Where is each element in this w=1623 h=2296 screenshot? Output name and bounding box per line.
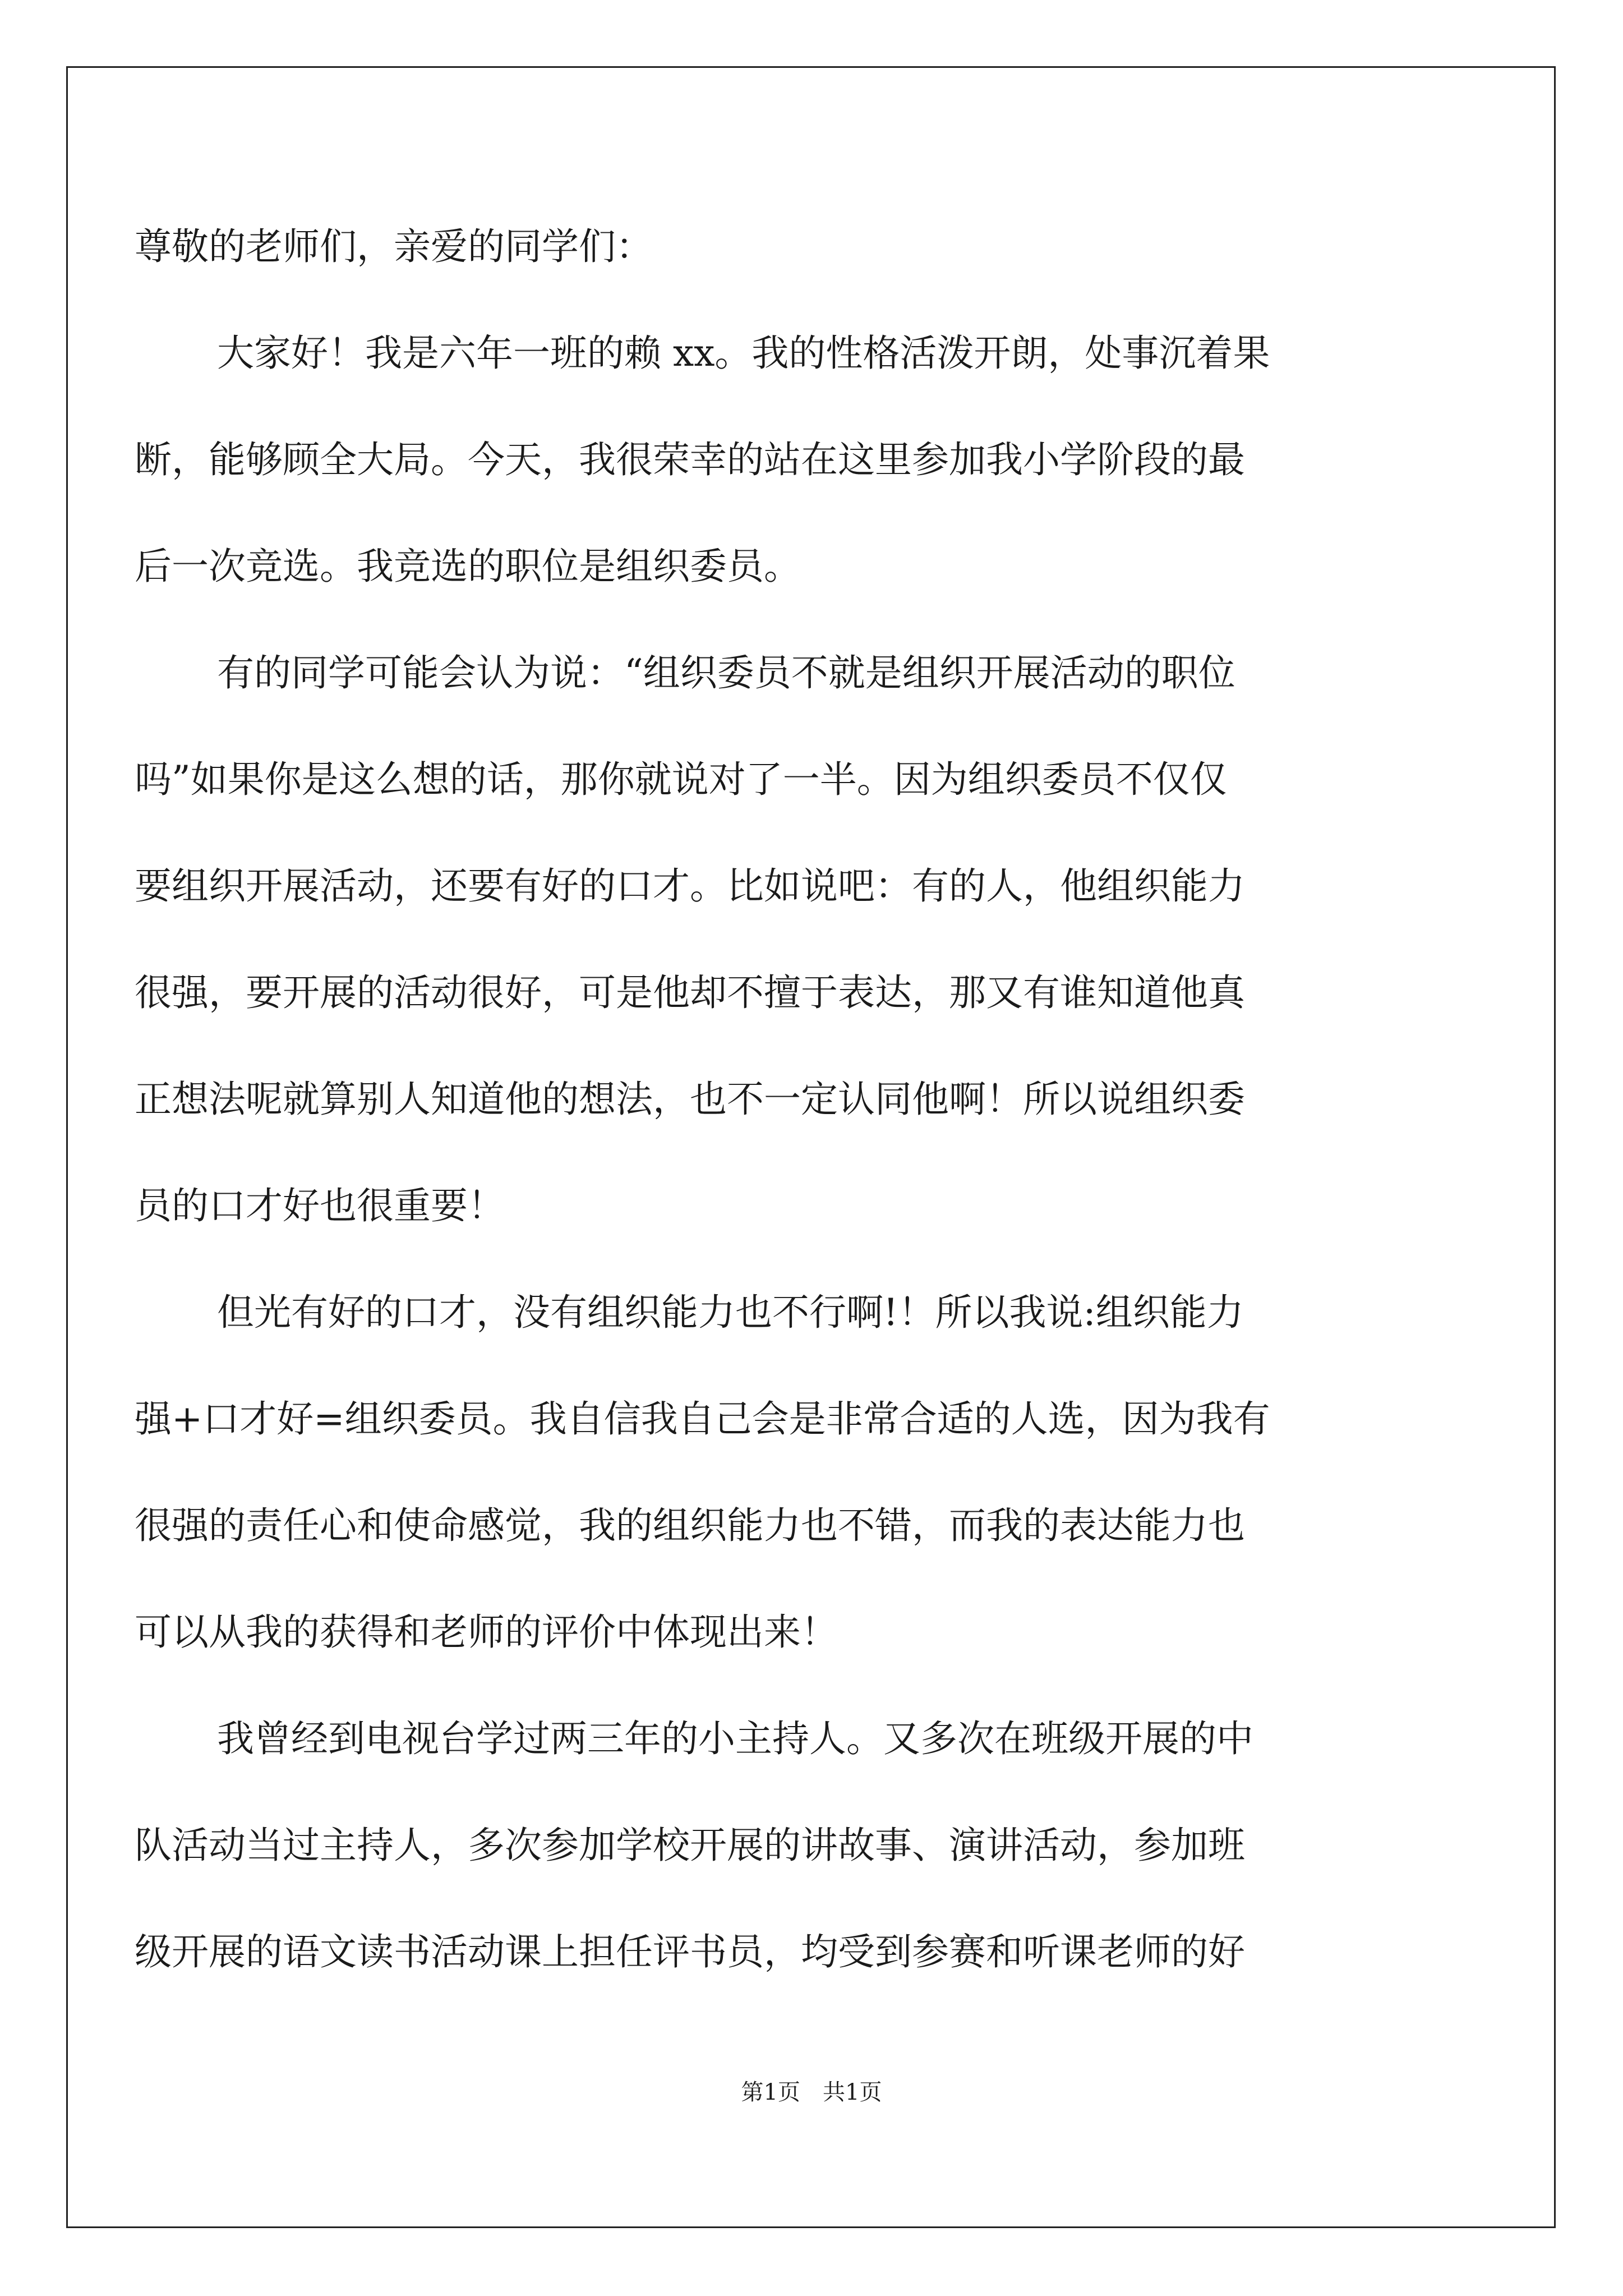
text-line-15: 我曾经到电视台学过两三年的小主持人。又多次在班级开展的中	[217, 1717, 1253, 1760]
text-line-1: 尊敬的老师们，亲爱的同学们：	[135, 225, 653, 268]
text-line-6: 吗”如果你是这么想的话，那你就说对了一半。因为组织委员不仅仅	[135, 758, 1227, 801]
text-line-13: 很强的责任心和使命感觉，我的组织能力也不错，而我的表达能力也	[135, 1504, 1245, 1547]
page-footer	[0, 2076, 1623, 2109]
text-line-17: 级开展的语文读书活动课上担任评书员，均受到参赛和听课老师的好	[135, 1930, 1245, 1973]
text-line-10: 员的口才好也很重要！	[135, 1184, 505, 1227]
text-line-16: 队活动当过主持人，多次参加学校开展的讲故事、演讲活动，参加班	[135, 1824, 1245, 1867]
text-line-7: 要组织开展活动，还要有好的口才。比如说吧：有的人，他组织能力	[135, 864, 1245, 908]
text-line-9: 正想法呢就算别人知道他的想法，也不一定认同他啊！所以说组织委	[135, 1078, 1245, 1121]
text-line-3: 断，能够顾全大局。今天，我很荣幸的站在这里参加我小学阶段的最	[135, 438, 1245, 481]
text-line-8: 很强，要开展的活动很好，可是他却不擅于表达，那又有谁知道他真	[135, 971, 1245, 1014]
page-number-current: 第1页	[741, 2079, 800, 2105]
document-body	[135, 194, 1427, 2005]
page-number-total: 共1页	[823, 2079, 882, 2105]
text-line-12: 强+口才好=组织委员。我自信我自己会是非常合适的人选，因为我有	[135, 1397, 1270, 1441]
text-line-5: 有的同学可能会认为说：“组织委员不就是组织开展活动的职位	[217, 651, 1235, 694]
text-line-14: 可以从我的获得和老师的评价中体现出来！	[135, 1611, 838, 1654]
text-line-4: 后一次竞选。我竞选的职位是组织委员。	[135, 545, 801, 588]
text-line-11: 但光有好的口才，没有组织能力也不行啊!！所以我说:组织能力	[217, 1291, 1244, 1334]
text-line-2: 大家好！我是六年一班的赖 xx。我的性格活泼开朗，处事沉着果	[217, 332, 1270, 375]
